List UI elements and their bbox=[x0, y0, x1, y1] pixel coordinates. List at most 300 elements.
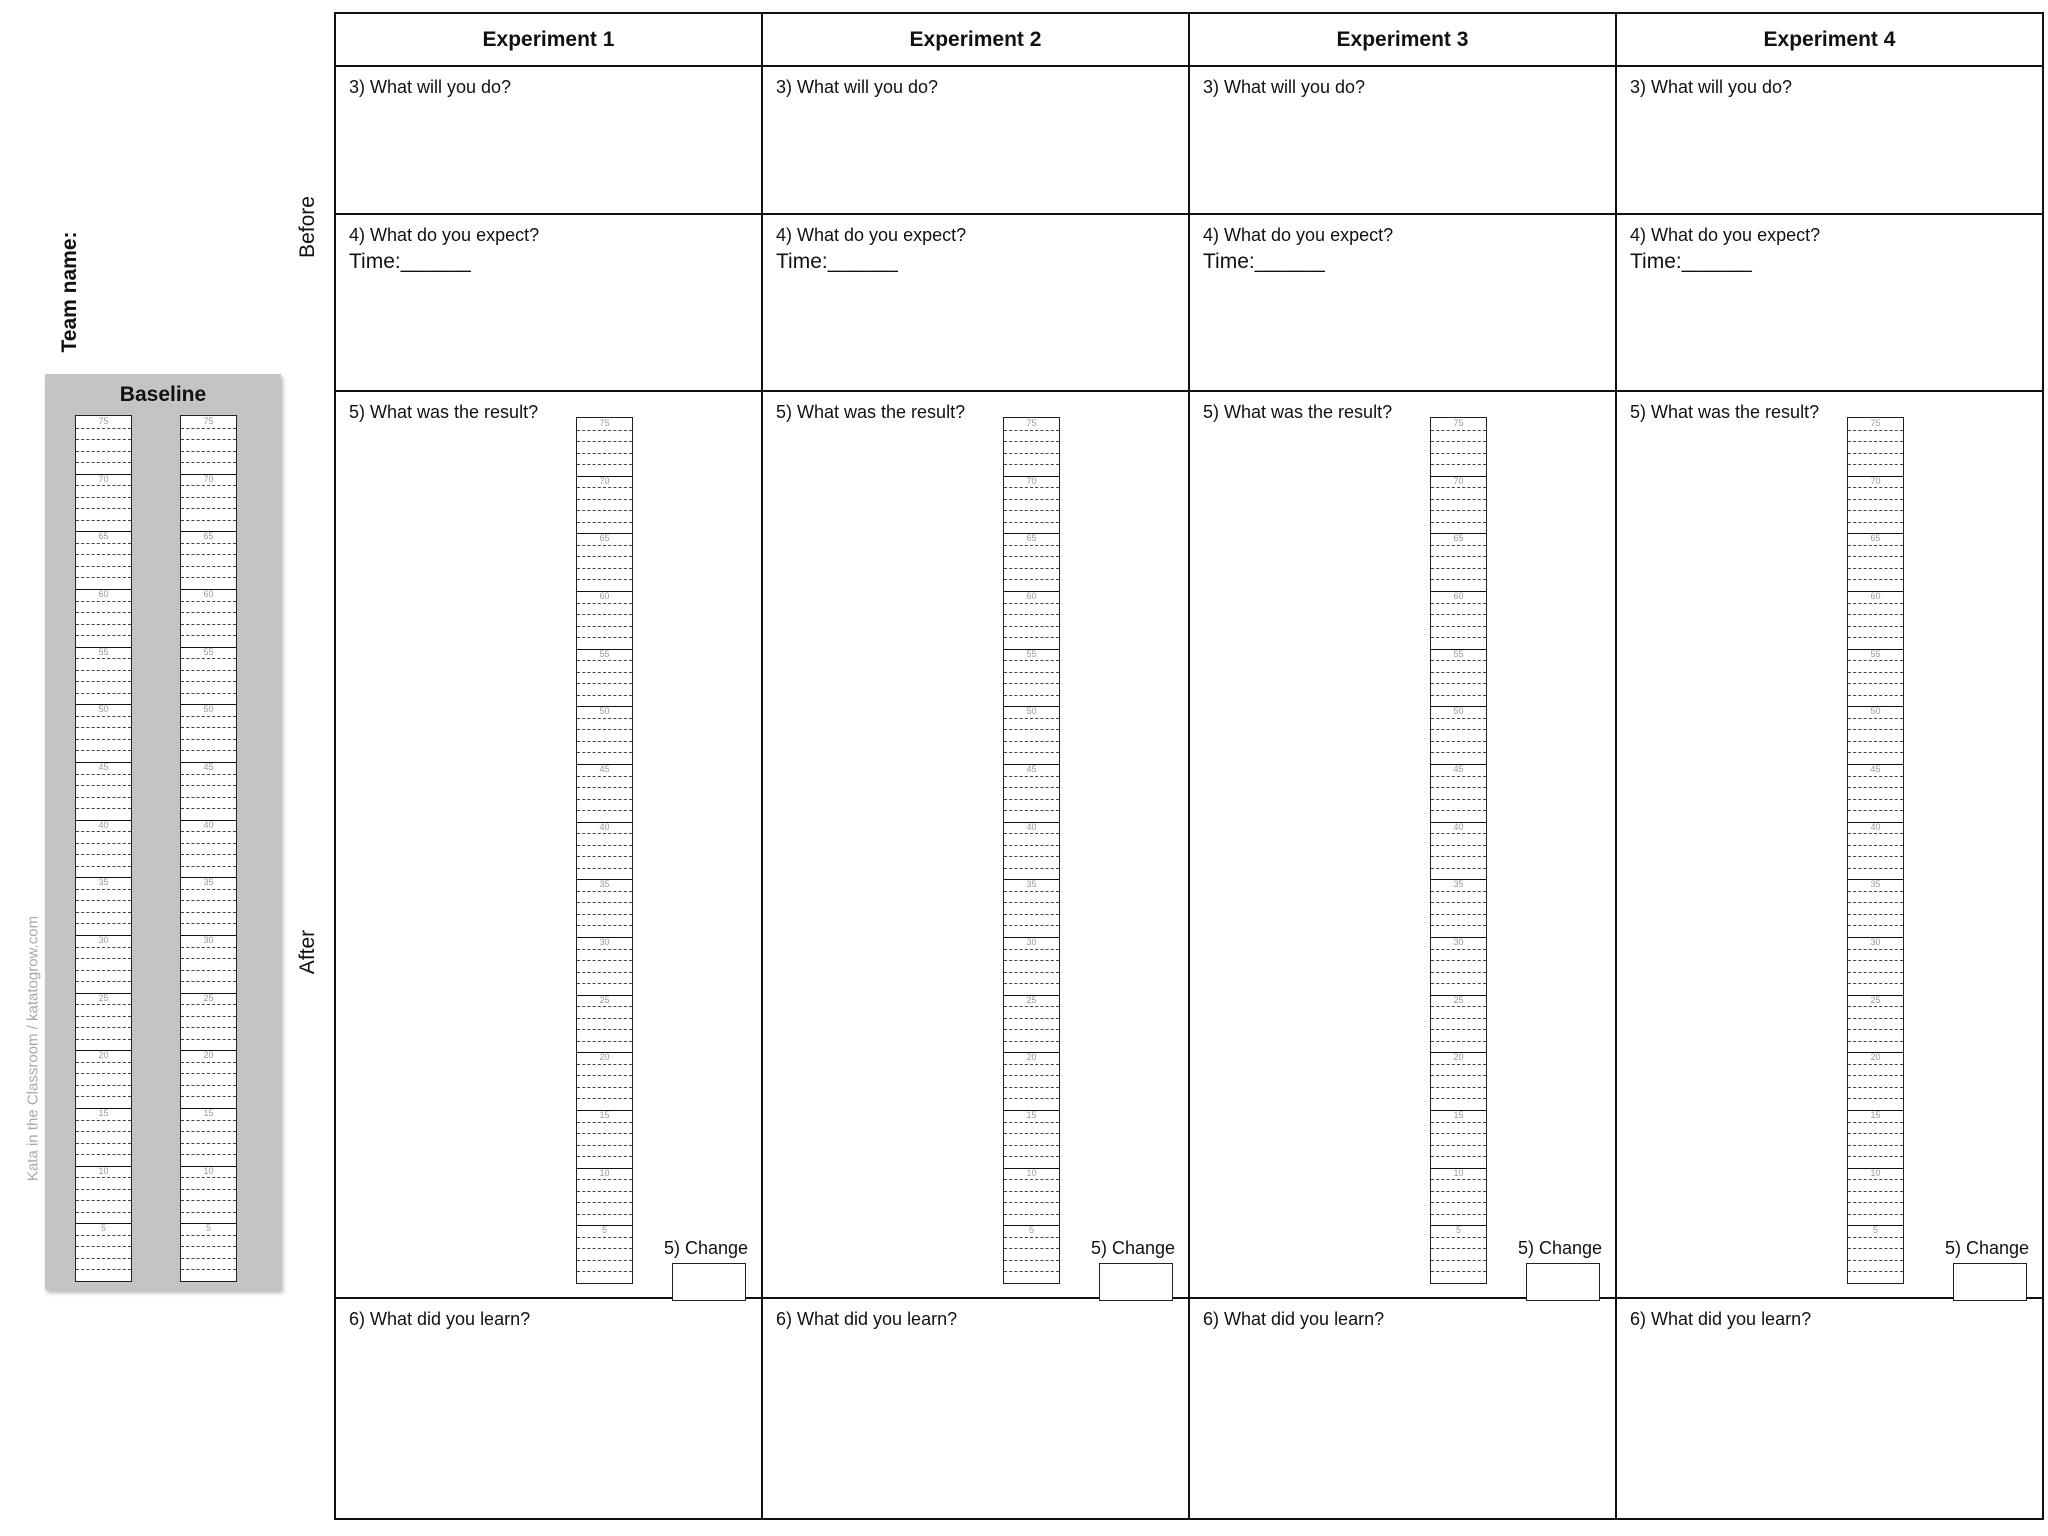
scale-row-line bbox=[1004, 856, 1059, 857]
scale-row-line bbox=[76, 670, 131, 671]
scale-row-line bbox=[1431, 1087, 1486, 1088]
scale-row-line bbox=[577, 972, 632, 973]
scale-row-line bbox=[1431, 1145, 1486, 1146]
experiment-1-header: Experiment 1 bbox=[335, 13, 762, 66]
scale-row-line bbox=[181, 900, 236, 901]
scale-row-line bbox=[1848, 545, 1903, 546]
scale-row-line bbox=[76, 1212, 131, 1213]
scale-row-line bbox=[577, 1237, 632, 1238]
time-field-label: Time:______ bbox=[776, 249, 898, 273]
question-label: 4) What do you expect? bbox=[349, 224, 540, 245]
scale-row-line bbox=[76, 658, 131, 659]
scale-row-line bbox=[181, 727, 236, 728]
scale-row-line bbox=[577, 949, 632, 950]
scale-row-line bbox=[1848, 1006, 1903, 1007]
scale-row-line bbox=[1848, 1156, 1903, 1157]
scale-row-line bbox=[577, 1260, 632, 1261]
scale-row-line bbox=[76, 785, 131, 786]
scale-tick-label: 70 bbox=[599, 475, 610, 486]
scale-row-line bbox=[181, 1235, 236, 1236]
scale-row-line bbox=[1431, 729, 1486, 730]
scale-row-line bbox=[1004, 1064, 1059, 1065]
scale-row-line bbox=[1004, 545, 1059, 546]
scale-row-line bbox=[181, 1269, 236, 1270]
scale-row-line bbox=[1431, 556, 1486, 557]
scale-row-line bbox=[76, 1143, 131, 1144]
scale-row-line bbox=[577, 1098, 632, 1099]
scale-tick-label: 15 bbox=[1870, 1110, 1881, 1120]
experiment-2-what-do-you-expect[interactable] bbox=[762, 214, 1189, 391]
scale-row-line bbox=[1004, 556, 1059, 557]
scale-row-line bbox=[577, 983, 632, 984]
scale-tick-label: 45 bbox=[1026, 764, 1037, 774]
team-name-label: Team name: bbox=[58, 231, 81, 353]
scale-row-line bbox=[76, 1154, 131, 1155]
scale-row-line bbox=[1848, 949, 1903, 950]
scale-row-line bbox=[1004, 1271, 1059, 1272]
question-label: 5) What was the result? bbox=[1630, 402, 1820, 422]
baseline-scale-right[interactable] bbox=[180, 415, 237, 1282]
experiment-2-what-will-you-do[interactable] bbox=[762, 66, 1189, 213]
scale-row-line bbox=[577, 1271, 632, 1272]
scale-row-line bbox=[1848, 891, 1903, 892]
scale-row-line bbox=[1004, 637, 1059, 638]
scale-row-line bbox=[577, 672, 632, 673]
scale-row-line bbox=[577, 637, 632, 638]
scale-row-line bbox=[181, 658, 236, 659]
scale-row-line bbox=[1431, 441, 1486, 442]
scale-row-line bbox=[76, 797, 131, 798]
question-label: 5) What was the result? bbox=[349, 402, 539, 422]
scale-row-line bbox=[76, 866, 131, 867]
scale-row-line bbox=[181, 1212, 236, 1213]
question-label: 3) What will you do? bbox=[776, 77, 939, 98]
scale-row-line bbox=[76, 1120, 131, 1121]
scale-row-line bbox=[76, 439, 131, 440]
scale-row-line bbox=[181, 520, 236, 521]
scale-tick-label: 15 bbox=[1453, 1110, 1464, 1120]
scale-row-line bbox=[577, 1133, 632, 1134]
scale-row-line bbox=[181, 981, 236, 982]
experiment-4-what-did-you-learn[interactable] bbox=[1616, 1298, 2043, 1519]
scale-row-line bbox=[1004, 799, 1059, 800]
scale-row-line bbox=[1848, 568, 1903, 569]
scale-row-line bbox=[76, 716, 131, 717]
scale-row-line bbox=[1848, 430, 1903, 431]
scale-row-line bbox=[1848, 833, 1903, 834]
scale-row-line bbox=[577, 545, 632, 546]
experiment-3-what-do-you-expect[interactable] bbox=[1189, 214, 1616, 391]
scale-tick-label: 40 bbox=[1453, 821, 1464, 832]
experiment-3-result-scale[interactable] bbox=[1430, 417, 1487, 1284]
experiment-2-result-scale[interactable] bbox=[1003, 417, 1060, 1284]
scale-row-line bbox=[577, 1064, 632, 1065]
scale-row-line bbox=[76, 428, 131, 429]
scale-row-line bbox=[577, 1006, 632, 1007]
scale-row-line bbox=[76, 693, 131, 694]
scale-row-line bbox=[1004, 810, 1059, 811]
scale-row-line bbox=[1004, 949, 1059, 950]
scale-row-line bbox=[577, 695, 632, 696]
scale-row-line bbox=[1848, 614, 1903, 615]
experiment-4-change-box[interactable] bbox=[1953, 1263, 2027, 1301]
experiment-2-change-box[interactable] bbox=[1099, 1263, 1173, 1301]
scale-tick-label: 30 bbox=[1453, 937, 1464, 947]
scale-tick-label: 5 bbox=[100, 1223, 106, 1234]
scale-row-line bbox=[1004, 453, 1059, 454]
scale-row-line bbox=[1431, 1133, 1486, 1134]
scale-tick-label: 5 bbox=[1872, 1225, 1878, 1236]
scale-row-line bbox=[1848, 683, 1903, 684]
scale-tick-label: 20 bbox=[98, 1050, 109, 1061]
scale-tick-label: 40 bbox=[203, 819, 214, 830]
scale-row-line bbox=[1431, 810, 1486, 811]
scale-row-line bbox=[577, 1018, 632, 1019]
scale-row-line bbox=[1431, 1075, 1486, 1076]
scale-row-line bbox=[1848, 1018, 1903, 1019]
scale-row-line bbox=[1431, 925, 1486, 926]
scale-row-line bbox=[1004, 983, 1059, 984]
scale-row-line bbox=[1004, 660, 1059, 661]
scale-row-line bbox=[1004, 1156, 1059, 1157]
scale-tick-label: 5 bbox=[601, 1225, 607, 1236]
scale-tick-label: 55 bbox=[599, 648, 610, 659]
scale-row-line bbox=[1004, 430, 1059, 431]
time-field-label: Time:______ bbox=[349, 249, 471, 273]
scale-tick-label: 70 bbox=[1870, 475, 1881, 486]
scale-tick-label: 40 bbox=[1870, 821, 1881, 832]
baseline-scale-left[interactable] bbox=[75, 415, 132, 1282]
scale-row-line bbox=[181, 923, 236, 924]
scale-row-line bbox=[181, 716, 236, 717]
scale-row-line bbox=[1848, 1260, 1903, 1261]
experiment-4-what-will-you-do[interactable] bbox=[1616, 66, 2043, 213]
experiment-3-change-box[interactable] bbox=[1526, 1263, 1600, 1301]
scale-row-line bbox=[577, 1214, 632, 1215]
scale-row-line bbox=[181, 1016, 236, 1017]
scale-row-line bbox=[76, 485, 131, 486]
scale-tick-label: 60 bbox=[599, 591, 610, 601]
scale-row-line bbox=[181, 681, 236, 682]
scale-tick-label: 65 bbox=[599, 533, 610, 544]
scale-row-line bbox=[181, 554, 236, 555]
scale-row-line bbox=[1004, 510, 1059, 511]
scale-row-line bbox=[76, 727, 131, 728]
question-label: 6) What did you learn? bbox=[349, 1309, 531, 1330]
scale-row-line bbox=[181, 428, 236, 429]
scale-row-line bbox=[1004, 1214, 1059, 1215]
scale-row-line bbox=[1431, 614, 1486, 615]
scale-tick-label: 60 bbox=[1870, 591, 1881, 601]
scale-tick-label: 35 bbox=[98, 877, 109, 888]
scale-row-line bbox=[1848, 1214, 1903, 1215]
scale-tick-label: 15 bbox=[599, 1110, 610, 1120]
scale-row-line bbox=[1431, 464, 1486, 465]
scale-row-line bbox=[1848, 845, 1903, 846]
scale-tick-label: 60 bbox=[1026, 591, 1037, 601]
scale-tick-label: 75 bbox=[98, 416, 109, 426]
scale-row-line bbox=[181, 1154, 236, 1155]
scale-row-line bbox=[181, 889, 236, 890]
scale-row-line bbox=[76, 1085, 131, 1086]
scale-row-line bbox=[1004, 1006, 1059, 1007]
scale-tick-label: 65 bbox=[1026, 533, 1037, 544]
scale-row-line bbox=[1848, 1179, 1903, 1180]
scale-tick-label: 30 bbox=[599, 937, 610, 947]
scale-row-line bbox=[1004, 741, 1059, 742]
scale-row-line bbox=[577, 1202, 632, 1203]
scale-row-line bbox=[577, 833, 632, 834]
scale-row-line bbox=[1004, 499, 1059, 500]
scale-row-line bbox=[181, 462, 236, 463]
scale-row-line bbox=[577, 1191, 632, 1192]
scale-row-line bbox=[76, 624, 131, 625]
scale-tick-label: 40 bbox=[1026, 821, 1037, 832]
scale-tick-label: 65 bbox=[203, 531, 214, 542]
scale-tick-label: 15 bbox=[203, 1108, 214, 1118]
scale-row-line bbox=[1004, 752, 1059, 753]
scale-row-line bbox=[76, 601, 131, 602]
scale-row-line bbox=[76, 520, 131, 521]
scale-row-line bbox=[181, 543, 236, 544]
scale-row-line bbox=[181, 1200, 236, 1201]
scale-row-line bbox=[1431, 1064, 1486, 1065]
scale-tick-label: 55 bbox=[1026, 648, 1037, 659]
scale-row-line bbox=[1848, 1145, 1903, 1146]
scale-tick-label: 25 bbox=[1870, 994, 1881, 1005]
scale-row-line bbox=[76, 1096, 131, 1097]
scale-tick-label: 50 bbox=[1870, 706, 1881, 717]
scale-row-line bbox=[76, 497, 131, 498]
scale-row-line bbox=[1848, 972, 1903, 973]
question-label: 3) What will you do? bbox=[349, 77, 512, 98]
scale-row-line bbox=[1431, 683, 1486, 684]
scale-tick-label: 30 bbox=[1026, 937, 1037, 947]
scale-row-line bbox=[1431, 752, 1486, 753]
scale-row-line bbox=[1431, 522, 1486, 523]
scale-row-line bbox=[1431, 1122, 1486, 1123]
scale-row-line bbox=[1431, 868, 1486, 869]
scale-row-line bbox=[1431, 499, 1486, 500]
scale-row-line bbox=[577, 626, 632, 627]
scale-row-line bbox=[1848, 902, 1903, 903]
scale-tick-label: 30 bbox=[203, 935, 214, 945]
scale-row-line bbox=[76, 1246, 131, 1247]
scale-row-line bbox=[577, 430, 632, 431]
scale-row-line bbox=[181, 947, 236, 948]
scale-row-line bbox=[76, 1073, 131, 1074]
scale-row-line bbox=[1431, 1098, 1486, 1099]
scale-row-line bbox=[1004, 487, 1059, 488]
scale-row-line bbox=[181, 612, 236, 613]
scale-row-line bbox=[181, 1258, 236, 1259]
scale-row-line bbox=[1431, 891, 1486, 892]
question-label: 4) What do you expect? bbox=[776, 224, 967, 245]
scale-row-line bbox=[1004, 1041, 1059, 1042]
scale-row-line bbox=[181, 497, 236, 498]
scale-row-line bbox=[1431, 487, 1486, 488]
scale-row-line bbox=[1848, 787, 1903, 788]
question-label: 6) What did you learn? bbox=[1630, 1309, 1812, 1330]
scale-row-line bbox=[577, 499, 632, 500]
question-label: 4) What do you expect? bbox=[1203, 224, 1394, 245]
scale-row-line bbox=[76, 947, 131, 948]
experiment-2-what-did-you-learn[interactable] bbox=[762, 1298, 1189, 1519]
scale-tick-label: 70 bbox=[203, 473, 214, 484]
scale-row-line bbox=[1431, 453, 1486, 454]
scale-row-line bbox=[76, 508, 131, 509]
scale-row-line bbox=[577, 603, 632, 604]
scale-row-line bbox=[1004, 902, 1059, 903]
scale-row-line bbox=[1004, 626, 1059, 627]
scale-row-line bbox=[577, 464, 632, 465]
scale-row-line bbox=[577, 718, 632, 719]
experiment-1-what-will-you-do[interactable] bbox=[335, 66, 762, 213]
experiment-1-result bbox=[335, 391, 762, 1298]
scale-tick-label: 20 bbox=[1453, 1052, 1464, 1063]
scale-row-line bbox=[577, 868, 632, 869]
scale-row-line bbox=[577, 441, 632, 442]
scale-row-line bbox=[76, 1258, 131, 1259]
scale-tick-label: 60 bbox=[98, 589, 109, 599]
scale-row-line bbox=[1848, 1202, 1903, 1203]
scale-row-line bbox=[1848, 1191, 1903, 1192]
scale-row-line bbox=[1848, 960, 1903, 961]
scale-row-line bbox=[76, 958, 131, 959]
change-label: 5) Change bbox=[1517, 1238, 1602, 1258]
scale-row-line bbox=[1004, 1191, 1059, 1192]
scale-row-line bbox=[1004, 1237, 1059, 1238]
scale-tick-label: 50 bbox=[599, 706, 610, 717]
scale-row-line bbox=[181, 843, 236, 844]
scale-row-line bbox=[76, 1269, 131, 1270]
scale-row-line bbox=[1004, 787, 1059, 788]
experiment-1-result-scale[interactable] bbox=[576, 417, 633, 1284]
scale-row-line bbox=[76, 739, 131, 740]
scale-row-line bbox=[181, 1027, 236, 1028]
scale-tick-label: 5 bbox=[1455, 1225, 1461, 1236]
watermark: Kata in the Classroom / katatogrow.com bbox=[24, 915, 42, 1182]
scale-row-line bbox=[76, 543, 131, 544]
scale-row-line bbox=[1848, 1029, 1903, 1030]
scale-tick-label: 70 bbox=[1453, 475, 1464, 486]
scale-row-line bbox=[181, 670, 236, 671]
experiment-4-result-scale[interactable] bbox=[1847, 417, 1904, 1284]
scale-row-line bbox=[1848, 856, 1903, 857]
scale-row-line bbox=[1848, 637, 1903, 638]
after-row-label: After bbox=[296, 929, 319, 975]
scale-row-line bbox=[76, 843, 131, 844]
scale-row-line bbox=[181, 508, 236, 509]
experiment-1-what-did-you-learn[interactable] bbox=[335, 1298, 762, 1519]
scale-row-line bbox=[76, 577, 131, 578]
scale-row-line bbox=[1004, 1202, 1059, 1203]
scale-row-line bbox=[181, 1131, 236, 1132]
scale-row-line bbox=[1431, 718, 1486, 719]
scale-row-line bbox=[1848, 660, 1903, 661]
scale-tick-label: 55 bbox=[203, 646, 214, 657]
scale-tick-label: 40 bbox=[98, 819, 109, 830]
scale-row-line bbox=[1848, 441, 1903, 442]
scale-row-line bbox=[1004, 925, 1059, 926]
experiment-3-what-did-you-learn[interactable] bbox=[1189, 1298, 1616, 1519]
experiment-1-what-do-you-expect[interactable] bbox=[335, 214, 762, 391]
scale-row-line bbox=[1004, 960, 1059, 961]
scale-tick-label: 15 bbox=[1026, 1110, 1037, 1120]
scale-row-line bbox=[181, 566, 236, 567]
experiment-1-change-box[interactable] bbox=[672, 1263, 746, 1301]
scale-tick-label: 75 bbox=[1870, 418, 1881, 428]
scale-tick-label: 35 bbox=[203, 877, 214, 888]
scale-row-line bbox=[1431, 776, 1486, 777]
scale-row-line bbox=[181, 635, 236, 636]
scale-row-line bbox=[577, 660, 632, 661]
scale-row-line bbox=[181, 854, 236, 855]
experiment-4-header: Experiment 4 bbox=[1616, 13, 2043, 66]
scale-row-line bbox=[1431, 1248, 1486, 1249]
scale-row-line bbox=[577, 914, 632, 915]
scale-row-line bbox=[76, 451, 131, 452]
scale-row-line bbox=[1848, 695, 1903, 696]
experiment-worksheet-table bbox=[334, 12, 2044, 1520]
scale-tick-label: 25 bbox=[1026, 994, 1037, 1005]
scale-tick-label: 10 bbox=[203, 1165, 214, 1176]
scale-row-line bbox=[181, 1120, 236, 1121]
scale-row-line bbox=[76, 889, 131, 890]
scale-row-line bbox=[1848, 603, 1903, 604]
scale-row-line bbox=[577, 522, 632, 523]
scale-row-line bbox=[577, 787, 632, 788]
experiment-3-what-will-you-do[interactable] bbox=[1189, 66, 1616, 213]
experiment-4-what-do-you-expect[interactable] bbox=[1616, 214, 2043, 391]
scale-tick-label: 45 bbox=[1453, 764, 1464, 774]
scale-row-line bbox=[76, 854, 131, 855]
scale-row-line bbox=[1004, 868, 1059, 869]
scale-tick-label: 45 bbox=[203, 762, 214, 772]
scale-row-line bbox=[181, 912, 236, 913]
scale-row-line bbox=[1848, 776, 1903, 777]
change-label: 5) Change bbox=[1090, 1238, 1175, 1258]
scale-row-line bbox=[1848, 718, 1903, 719]
scale-tick-label: 60 bbox=[203, 589, 214, 599]
scale-row-line bbox=[1004, 1248, 1059, 1249]
scale-tick-label: 75 bbox=[599, 418, 610, 428]
scale-row-line bbox=[577, 614, 632, 615]
scale-row-line bbox=[577, 741, 632, 742]
scale-tick-label: 45 bbox=[98, 762, 109, 772]
scale-tick-label: 50 bbox=[203, 704, 214, 715]
scale-row-line bbox=[1848, 925, 1903, 926]
scale-row-line bbox=[1004, 845, 1059, 846]
scale-row-line bbox=[181, 808, 236, 809]
scale-row-line bbox=[76, 900, 131, 901]
scale-row-line bbox=[76, 1027, 131, 1028]
scale-row-line bbox=[1848, 1122, 1903, 1123]
scale-row-line bbox=[76, 612, 131, 613]
scale-row-line bbox=[577, 1145, 632, 1146]
scale-row-line bbox=[577, 1179, 632, 1180]
scale-tick-label: 10 bbox=[98, 1165, 109, 1176]
scale-tick-label: 5 bbox=[1028, 1225, 1034, 1236]
question-label: 6) What did you learn? bbox=[776, 1309, 958, 1330]
scale-row-line bbox=[1004, 1122, 1059, 1123]
scale-row-line bbox=[577, 856, 632, 857]
scale-row-line bbox=[1848, 1133, 1903, 1134]
scale-row-line bbox=[76, 1177, 131, 1178]
question-label: 3) What will you do? bbox=[1203, 77, 1366, 98]
scale-row-line bbox=[1431, 1271, 1486, 1272]
scale-row-line bbox=[1431, 1156, 1486, 1157]
